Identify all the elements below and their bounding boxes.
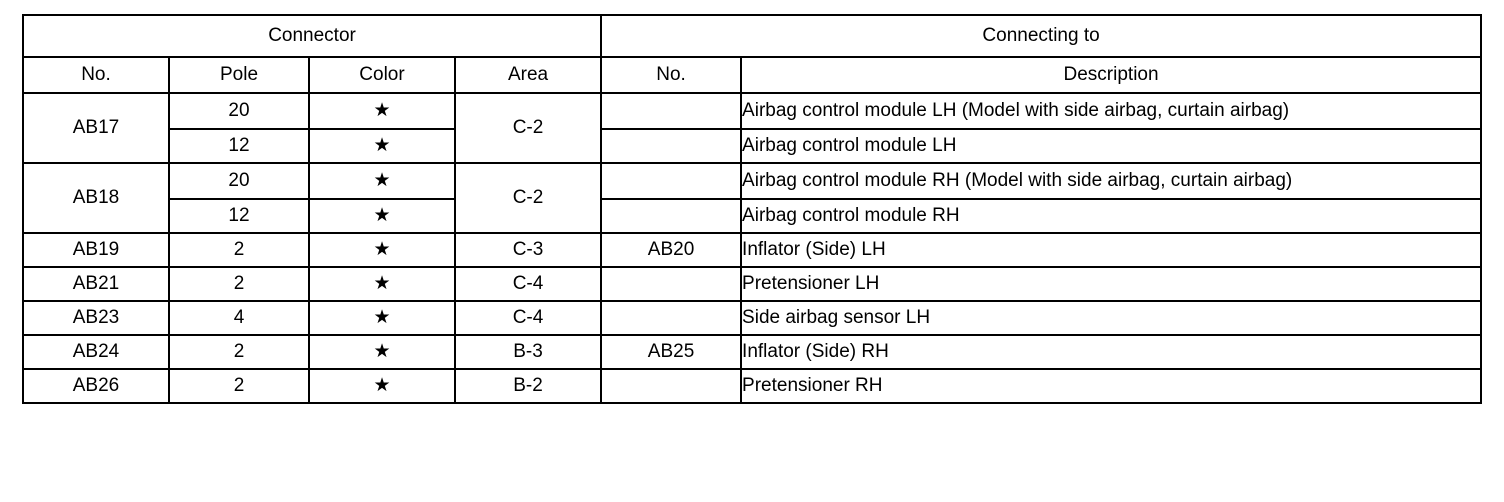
area-cell: C-4 <box>455 301 601 335</box>
connecting-to-no-cell <box>601 129 741 163</box>
connector-no-cell: AB18 <box>23 163 169 233</box>
connector-no-cell: AB17 <box>23 93 169 163</box>
description-cell: Inflator (Side) LH <box>741 233 1481 267</box>
description-cell: Airbag control module RH (Model with side airbag, curtain airbag) <box>741 163 1481 199</box>
description-cell: Airbag control module LH (Model with side airbag, curtain airbag) <box>741 93 1481 129</box>
column-header-cell: Color <box>309 57 455 93</box>
area-cell: C-2 <box>455 163 601 233</box>
column-header-cell: Area <box>455 57 601 93</box>
color-star-icon: ★ <box>309 267 455 301</box>
connecting-to-no-cell <box>601 93 741 129</box>
column-header-cell: No. <box>601 57 741 93</box>
group-header-cell: Connector <box>23 15 601 57</box>
connecting-to-no-cell: AB20 <box>601 233 741 267</box>
area-cell: B-2 <box>455 369 601 403</box>
area-cell: C-2 <box>455 93 601 163</box>
table-row <box>23 267 1481 301</box>
description-cell: Pretensioner LH <box>741 267 1481 301</box>
table-row <box>23 129 1481 163</box>
table-row <box>23 301 1481 335</box>
connecting-to-no-cell <box>601 199 741 233</box>
connecting-to-no-cell <box>601 163 741 199</box>
connector-no-cell: AB21 <box>23 267 169 301</box>
pole-cell: 2 <box>169 335 309 369</box>
description-cell: Airbag control module RH <box>741 199 1481 233</box>
color-star-icon: ★ <box>309 369 455 403</box>
column-header-cell: Description <box>741 57 1481 93</box>
color-star-icon: ★ <box>309 335 455 369</box>
description-cell: Pretensioner RH <box>741 369 1481 403</box>
table-row <box>23 163 1481 199</box>
connector-no-cell: AB19 <box>23 233 169 267</box>
area-cell: C-3 <box>455 233 601 267</box>
table-row <box>23 199 1481 233</box>
color-star-icon: ★ <box>309 199 455 233</box>
pole-cell: 2 <box>169 233 309 267</box>
table-group-header-row <box>23 15 1481 57</box>
connecting-to-no-cell <box>601 369 741 403</box>
connector-no-cell: AB24 <box>23 335 169 369</box>
description-cell: Side airbag sensor LH <box>741 301 1481 335</box>
color-star-icon: ★ <box>309 301 455 335</box>
pole-cell: 12 <box>169 199 309 233</box>
column-header-cell: Pole <box>169 57 309 93</box>
area-cell: B-3 <box>455 335 601 369</box>
table-row <box>23 93 1481 129</box>
column-header-cell: No. <box>23 57 169 93</box>
color-star-icon: ★ <box>309 163 455 199</box>
connecting-to-no-cell: AB25 <box>601 335 741 369</box>
color-star-icon: ★ <box>309 129 455 163</box>
connecting-to-no-cell <box>601 301 741 335</box>
description-cell: Inflator (Side) RH <box>741 335 1481 369</box>
pole-cell: 4 <box>169 301 309 335</box>
connector-table <box>22 14 1482 404</box>
color-star-icon: ★ <box>309 93 455 129</box>
pole-cell: 20 <box>169 163 309 199</box>
pole-cell: 2 <box>169 267 309 301</box>
table-row <box>23 369 1481 403</box>
connector-table-sheet <box>22 14 1480 404</box>
connector-no-cell: AB23 <box>23 301 169 335</box>
table-row <box>23 233 1481 267</box>
group-header-cell: Connecting to <box>601 15 1481 57</box>
table-row <box>23 335 1481 369</box>
pole-cell: 2 <box>169 369 309 403</box>
table-column-header-row <box>23 57 1481 93</box>
area-cell: C-4 <box>455 267 601 301</box>
connector-no-cell: AB26 <box>23 369 169 403</box>
description-cell: Airbag control module LH <box>741 129 1481 163</box>
color-star-icon: ★ <box>309 233 455 267</box>
pole-cell: 12 <box>169 129 309 163</box>
pole-cell: 20 <box>169 93 309 129</box>
connecting-to-no-cell <box>601 267 741 301</box>
